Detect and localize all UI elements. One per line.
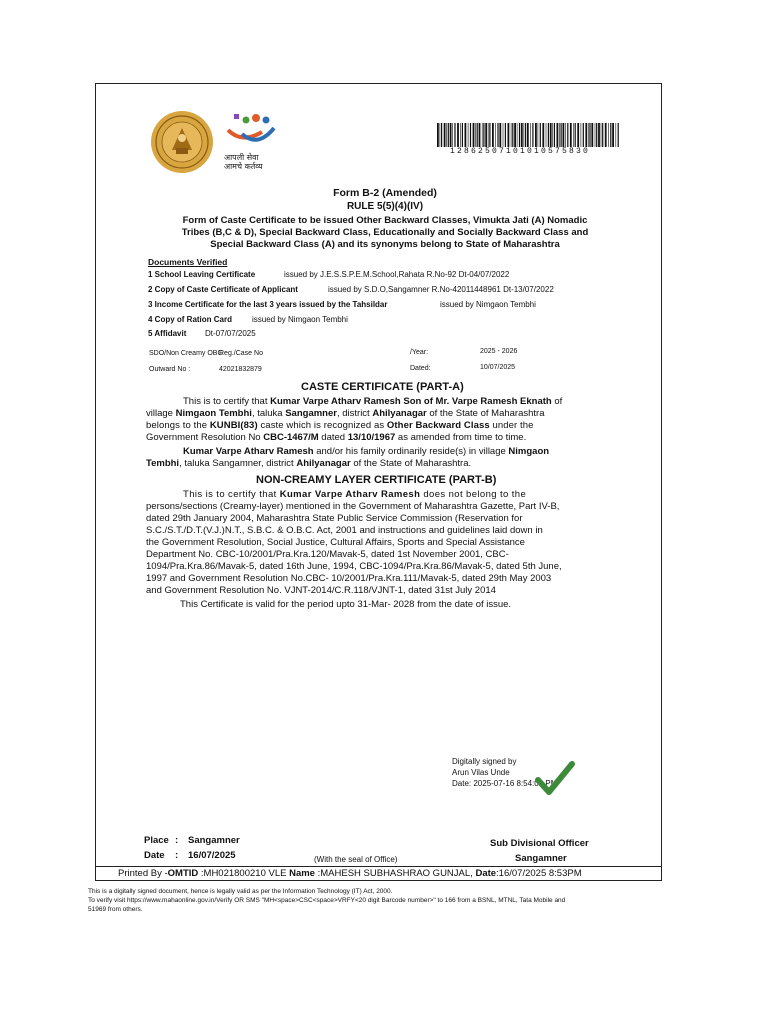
text: of the State of Maharashtra.: [350, 458, 472, 469]
logo-tagline-line2: आमचे कर्तव्य: [224, 162, 263, 171]
text: and/or his family ordinarily reside(s) in village: [313, 446, 509, 457]
document-item: [148, 329, 256, 338]
document-item: [148, 285, 554, 294]
place-label: Place: [144, 835, 169, 846]
validity-statement: This Certificate is valid for the period upto 31-Mar- 2028 from the date of issue.: [180, 599, 512, 610]
category: Other Backward Class: [386, 420, 490, 431]
part-b-line: the Government Resolution, Social Justice, Cultural Affairs, Sports and Special Assistance: [146, 537, 525, 548]
reg-label: SDO/Non Creamy OBC: [149, 350, 223, 357]
part-b-line: 1997 and Government Resolution No.CBC- 10/2001/Pra.Kra.111/Mavak-5, dated 29th May 2003: [146, 573, 552, 584]
officer-place: Sangamner: [515, 853, 567, 864]
disclaimer-line1: This is a digitally signed document, hence is legally valid as per the Information Technology (IT) Act, 2000.: [88, 888, 393, 895]
dated-label: Dated:: [410, 365, 431, 372]
part-b-line: persons/sections (Creamy-layer) mentioned in the Government of Maharashtra Gazette, Part IV-B,: [146, 501, 560, 512]
part-b-line: dated 29th January 2004, Maharashtra State Public Service Commission (Reservation for: [146, 513, 523, 524]
text: of the State of Maharashtra: [426, 408, 545, 419]
text: of: [551, 396, 563, 407]
resolution-no: CBC-1467/M: [263, 432, 319, 443]
document-label: 5 Affidavit: [148, 329, 187, 338]
part-a-line: [146, 420, 534, 431]
text: Government Resolution No: [146, 432, 264, 443]
resolution-date: 13/10/1967: [347, 432, 396, 443]
disclaimer-line2: To verify visit https://www.mahaonline.gov.in/Verify OR SMS "MH<space>CSC<space>VRFY<20 digit Barcode number>" to 166 from a BSNL, MTNL, Tata Mobile and: [88, 897, 566, 904]
document-item: [148, 315, 348, 324]
dated-value: 10/07/2025: [480, 364, 516, 371]
name-label: Name: [289, 868, 315, 879]
text: caste which is recognized as: [257, 420, 387, 431]
text: , taluka: [251, 408, 286, 419]
omtid-value: :MH021800210 VLE: [198, 868, 290, 879]
part-a-line: [183, 446, 549, 457]
text: , taluka: [179, 458, 213, 469]
signature-name: Arun Vilas Unde: [452, 768, 510, 777]
part-a-line: [146, 432, 526, 443]
document-item: [148, 270, 509, 279]
signature-line1: Digitally signed by: [452, 757, 517, 766]
part-b-line: [183, 489, 526, 500]
documents-heading: Documents Verified: [148, 257, 228, 267]
applicant-name: Kumar Varpe Atharv Ramesh: [279, 489, 421, 500]
document-detail: issued by J.E.S.S.P.E.M.School,Rahata R.No-92 Dt-04/07/2022: [284, 270, 510, 279]
district: Ahilyanagar: [296, 458, 351, 469]
logo-tagline: [224, 153, 263, 171]
name-value: :MAHESH SUBHASHRAO GUNJAL,: [314, 868, 476, 879]
form-description-line3: Special Backward Class (A) and its synonyms belong to State of Maharashtra: [210, 239, 560, 250]
document-detail: issued by Nimgaon Tembhi: [440, 300, 536, 309]
barcode-number: 12862507101010575830: [450, 147, 591, 156]
seal-note: (With the seal of Office): [314, 855, 398, 864]
document-label: 1 School Leaving Certificate: [148, 270, 256, 279]
omtid-label: OMTID: [167, 868, 199, 879]
part-b-line: Department No. CBC-10/2001/Pra.Kra.120/Mavak-5, dated 1st November 2001, CBC-: [146, 549, 509, 560]
case-no-label: Reg./Case No: [219, 350, 263, 357]
date-label: Date: [144, 850, 165, 861]
text: , district: [336, 408, 373, 419]
document-detail: Dt-07/07/2025: [205, 329, 256, 338]
text: village: [146, 408, 176, 419]
barcode-icon: [437, 123, 622, 147]
document-detail: issued by S.D.O,Sangamner R.No-42011448961 Dt-13/07/2022: [328, 285, 554, 294]
part-a-line: [146, 458, 471, 469]
aaple-sarkar-logo-icon: [222, 108, 280, 150]
logo-tagline-line1: आपली सेवा: [224, 153, 259, 162]
form-description-line2: Tribes (B,C & D), Special Backward Class, Educationally and Socially Backward Class and: [181, 227, 589, 238]
part-a-line: [146, 408, 545, 419]
village: Tembhi: [146, 458, 180, 469]
document-label: 3 Income Certificate for the last 3 years issued by the Tahsildar: [148, 300, 388, 309]
caste: KUNBI(83): [209, 420, 258, 431]
part-b-line: 1094/Pra.Kra.86/Mavak-5, dated 16th June, 1994, CBC-1094/Pra.Kra.86/Mavak-5, dated 5th June,: [146, 561, 562, 572]
signature-verified-check-icon: [535, 760, 575, 796]
text: under the: [489, 420, 534, 431]
outward-value: 42021832879: [219, 366, 262, 373]
part-a-line: [183, 396, 562, 407]
printed-prefix: Printed By -: [118, 868, 168, 879]
text: belongs to the: [146, 420, 210, 431]
text: , district: [260, 458, 297, 469]
part-b-line: S.C./S.T./D.T.(V.J.)N.T., S.B.C. & O.B.C. Act, 2001 and instructions and guidelines laid down in: [146, 525, 543, 536]
part-b-title: NON-CREAMY LAYER CERTIFICATE (PART-B): [256, 474, 497, 486]
rule-number: RULE 5(5)(4)(IV): [346, 201, 424, 212]
taluka: Sangamner: [285, 408, 337, 419]
print-date-value: :16/07/2025 8:53PM: [496, 868, 582, 879]
document-label: 2 Copy of Caste Certificate of Applicant: [148, 285, 298, 294]
taluka: Sangamner: [212, 458, 261, 469]
part-a-title: CASTE CERTIFICATE (PART-A): [301, 381, 464, 393]
document-label: 4 Copy of Ration Card: [148, 315, 233, 324]
text: This is to certify that: [183, 396, 271, 407]
signature-date: Date: 2025-07-16 8:54:03 PM: [452, 779, 558, 788]
place-value: Sangamner: [188, 835, 240, 846]
outward-label: Outward No :: [149, 366, 191, 373]
officer-title: Sub Divisional Officer: [490, 838, 589, 849]
village: Nimgaon: [508, 446, 550, 457]
applicant-name: Kumar Varpe Atharv Ramesh: [183, 446, 314, 457]
text: This is to certify that: [183, 489, 280, 500]
part-b-line: and Government Resolution No. VJNT-2014/C.R.118/VJNT-1, dated 31st July 2014: [146, 585, 496, 596]
maharashtra-seal-icon: [150, 110, 214, 174]
form-title: Form B-2 (Amended): [333, 187, 437, 199]
year-label: /Year:: [410, 349, 429, 356]
year-value: 2025 - 2026: [480, 348, 518, 355]
disclaimer-line3: 51969 from others.: [88, 906, 143, 913]
village: Nimgaon Tembhi: [175, 408, 252, 419]
print-date-label: Date: [475, 868, 497, 879]
text: does not belong to the: [420, 489, 527, 500]
text: dated: [318, 432, 348, 443]
date-value: 16/07/2025: [188, 850, 236, 861]
district: Ahilyanagar: [372, 408, 427, 419]
printed-by-line: [118, 868, 582, 879]
applicant-name: Kumar Varpe Atharv Ramesh Son of Mr. Varpe Ramesh Eknath: [270, 396, 552, 407]
document-item: [148, 300, 536, 309]
document-detail: issued by Nimgaon Tembhi: [252, 315, 348, 324]
text: as amended from time to time.: [395, 432, 527, 443]
divider: [95, 866, 662, 867]
form-description-line1: Form of Caste Certificate to be issued Other Backward Classes, Vimukta Jati (A) Nomadic: [182, 215, 588, 226]
